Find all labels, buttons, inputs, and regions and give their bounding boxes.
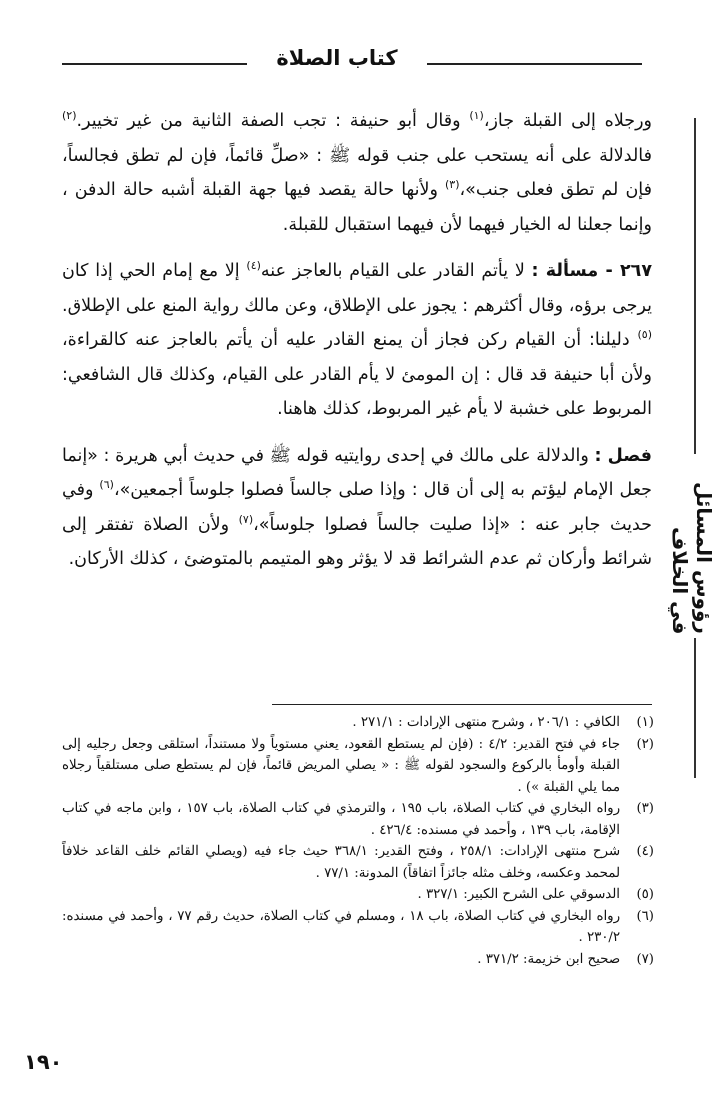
text-run: ولأنها حالة يقصد فيها جهة القبلة أشبه حالة الدفن ، وإنما جعلنا له الخيار فيهما لأن فيهما استقبال للقبلة. bbox=[62, 180, 652, 235]
masala-marker: ٢٦٧ - مسألة : bbox=[531, 261, 653, 281]
running-header bbox=[62, 44, 642, 80]
footnote-6 bbox=[62, 906, 654, 949]
footnote-number: (٣) bbox=[636, 801, 654, 816]
text-run: إلا مع إمام الحي إذا كان يرجى برؤه، وقال أكثرهم : يجوز على الإطلاق، وعن مالك رواية المنع على الإطلاق. bbox=[62, 261, 652, 316]
footnote-ref-2[interactable]: (٢) bbox=[62, 109, 77, 123]
text-run: وفي حديث جابر عنه : «إذا صليت جالساً فصلوا جلوساً»، bbox=[62, 480, 652, 535]
footnote-number: (٥) bbox=[636, 887, 654, 902]
footnote-text: رواه البخاري في كتاب الصلاة، باب ١٩٥ ، والترمذي في كتاب الصلاة، باب ١٥٧ ، وابن ماجه في كتاب الإقامة، باب ١٣٩ ، وأحمد في مسنده: ٤٢٦/٤ . bbox=[62, 801, 620, 838]
footnote-1 bbox=[62, 712, 654, 734]
page-number: ١٩٠ bbox=[24, 1050, 63, 1074]
text-run: وقال أبو حنيفة : تجب الصفة الثانية من غير تخيير. bbox=[76, 111, 470, 131]
footnote-text: الكافي : ٢٠٦/١ ، وشرح منتهى الإرادات : ٢٧١/١ . bbox=[352, 715, 620, 730]
footnote-text: صحيح ابن خزيمة: ٣٧١/٢ . bbox=[477, 951, 620, 967]
header-rule-left bbox=[62, 63, 247, 65]
side-rule-bottom bbox=[694, 638, 696, 778]
footnote-3 bbox=[62, 798, 654, 841]
footnote-ref-7[interactable]: (٧) bbox=[238, 512, 254, 526]
paragraph-masala-267 bbox=[62, 254, 652, 427]
footnote-number: (١) bbox=[636, 715, 654, 730]
footnote-ref-5[interactable]: (٥) bbox=[637, 328, 652, 342]
side-rule-top bbox=[694, 118, 696, 454]
footnote-ref-1[interactable]: (١) bbox=[469, 109, 484, 123]
footnote-number: (٢) bbox=[636, 736, 654, 752]
fasl-marker: فصل : bbox=[594, 445, 652, 466]
footnote-7 bbox=[62, 949, 654, 971]
text-run: دليلنا: أن القيام ركن فجاز أن يمنع القادر عليه أن يأتم بالعاجز عنه كالقراءة، ولأن أبا حنيفة قد قال : إن المومئ لا يأم القادر على القيام، وكذلك قال الشافعي: المربوط على خشبة لا يأم غير المربوط، كذلك هاهنا. bbox=[62, 330, 652, 419]
footnote-number: (٧) bbox=[636, 951, 654, 967]
text-run: والدلالة على مالك في إحدى روايتيه قوله ﷺ في حديث أبي هريرة : «إنما جعل الإمام ليؤتم به إلى أن قال : وإذا صلى جالساً فصلوا جلوساً أجمعين»، bbox=[62, 445, 652, 500]
footnote-number: (٤) bbox=[636, 844, 654, 859]
footnote-ref-4[interactable]: (٤) bbox=[246, 259, 261, 273]
footnotes bbox=[62, 712, 654, 970]
footnote-number: (٦) bbox=[636, 908, 654, 924]
text-run: لا يأتم القادر على القيام بالعاجز عنه bbox=[260, 261, 532, 281]
text-run: ولأن الصلاة تفتقر إلى شرائط وأركان ثم عدم الشرائط قد لا يؤثر وهو المتيمم بالمتوضئ ، كذلك الأركان. bbox=[62, 514, 652, 569]
footnote-text: الدسوقي على الشرح الكبير: ٣٢٧/١ . bbox=[417, 887, 620, 902]
main-text bbox=[62, 104, 652, 581]
footnote-text: شرح منتهى الإرادات: ٢٥٨/١ ، وفتح القدير: ٣٦٨/١ حيث جاء فيه (ويصلي القائم خلف القاعد خلافاً لمحمد وعكسه، وخلف مثله جائزاً اتفاقاً) المدونة: ٧٧/١ . bbox=[62, 844, 620, 881]
book-title-vertical: رؤوس المسائل في الخلاف bbox=[668, 482, 716, 634]
footnote-text: جاء في فتح القدير: ٤/٢ : (فإن لم يستطع القعود، يعني مستوياً ولا مستنداً، استلقى وجعل رجليه إلى القبلة وأومأ بالركوع والسجود لقوله ﷺ : « يصلي المريض قائماً، فإن لم يستطع صلى مستلقياً رجلاه مما يلي القبلة ») . bbox=[62, 736, 620, 795]
paragraph-fasl bbox=[62, 439, 652, 577]
paragraph-1 bbox=[62, 104, 652, 242]
chapter-title: كتاب الصلاة bbox=[276, 46, 398, 70]
footnote-separator bbox=[272, 704, 652, 705]
footnote-4 bbox=[62, 841, 654, 884]
text-run: فالدلالة على أنه يستحب على جنب قوله ﷺ : «صلِّ قائماً، فإن لم تطق فجالساً، فإن لم تطق فعلى جنب»، bbox=[62, 145, 652, 200]
side-label-column bbox=[656, 118, 722, 838]
header-rule-right bbox=[427, 63, 642, 65]
text-run: ورجلاه إلى القبلة جاز، bbox=[483, 111, 652, 131]
footnote-ref-6[interactable]: (٦) bbox=[99, 478, 114, 492]
footnote-5 bbox=[62, 884, 654, 906]
footnote-2 bbox=[62, 734, 654, 799]
footnote-text: رواه البخاري في كتاب الصلاة، باب ١٨ ، ومسلم في كتاب الصلاة، حديث رقم ٧٧ ، وأحمد في مسنده: ٢٣٠/٢ . bbox=[62, 908, 620, 945]
footnote-ref-3[interactable]: (٣) bbox=[445, 178, 460, 192]
